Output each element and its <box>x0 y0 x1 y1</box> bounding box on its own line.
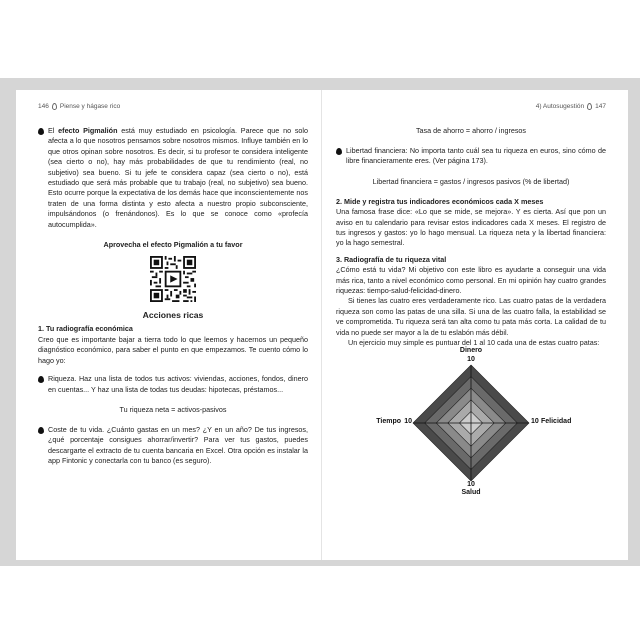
subhead-riqueza-vital: 3. Radiografía de tu riqueza vital <box>336 254 447 264</box>
formula-libertad-financiera: Libertad financiera = gastos / ingresos pasivos (% de libertad) <box>372 176 570 186</box>
coste-text: Coste de tu vida. ¿Cuánto gastas en un mes? ¿Y en un año? De tus ingresos, ¿qué porcentaje consigues ahorrar/invertir? Para ver tus gastos, puedes descargarte el extracto de tu cuenta bancaria en Excel. Otra opción es instalar la app Fintonic y conectarla con tu banco (es seguro). <box>48 424 308 466</box>
mide-paragraph: Una famosa frase dice: «Lo que se mide, se mejora». Y es cierta. Así que pon un aviso en tu calendario para revisar estos indicadores cada X meses. El registro de tus ingresos y gastos: yo lo hago mensual. La riqueza neta y la libertad financiera: yo la hago semestral. <box>336 207 606 248</box>
radar-chart-svg <box>371 351 571 501</box>
libertad-bullet <box>336 146 606 167</box>
axis-label-dinero: Dinero <box>459 346 483 354</box>
right-page-number: 147 <box>595 102 606 110</box>
egg-bullet-icon <box>336 148 342 155</box>
riqueza-vital-paragraph-3: Un ejercicio muy simple es puntuar del 1 al 10 cada una de estas cuatro patas: <box>348 338 600 348</box>
axis-label-salud: Salud <box>461 488 481 496</box>
pigmalion-bullet <box>38 126 308 230</box>
pigmalion-paragraph: El efecto Pigmalión está muy estudiado en psicología. Parece que no solo afecta a lo que nosotros pensamos sobre nosotros mismos. Influye también en lo que otros opinan sobre nosotros. Es decir, si tu profesor te considera inteligente (sea cierto o no), hay más probabilidades de que tu rendimiento (real, no subjetivo) sea bueno. Si tu jefe te considera capaz (sea cierto o no), está estudiado que será más probable que tu trabajo (real, no subjetivo) sea bueno. Esto ocurre porque la expectativa de los demás hace que inconscientemente nos traten de una forma distinta y esto afecta a nuestro propio subconsciente, impulsándonos (o frenándonos). Es lo que se conoce como «profecía autocumplida». <box>48 126 309 229</box>
right-running-title: 4) Autosugestión <box>535 102 585 110</box>
riqueza-vital-paragraph-1: ¿Cómo está tu vida? Mi objetivo con este libro es ayudarte a conseguir una vida más rica, tanto a nivel económico como personal. En mi opinión hay cuatro grandes riquezas: tiempo-salud-felicidad-dinero. <box>336 265 606 296</box>
formula-tasa-ahorro: Tasa de ahorro = ahorro / ingresos <box>415 126 527 135</box>
left-running-head <box>38 100 308 112</box>
egg-bullet-icon <box>38 427 44 434</box>
right-page <box>322 90 628 560</box>
egg-ornament-icon <box>587 103 592 110</box>
axis-max-felicidad: 10 <box>531 417 539 425</box>
riqueza-text: Riqueza. Haz una lista de todos tus activos: viviendas, acciones, fondos, dinero en cuentas... Y haz una lista de todas tus deudas: hipotecas, préstamos... <box>48 374 308 394</box>
subhead-radiografia-economica: 1. Tu radiografía económica <box>38 324 133 334</box>
axis-max-salud: 10 <box>467 480 475 488</box>
riqueza-bullet <box>38 374 308 395</box>
egg-ornament-icon <box>52 103 57 110</box>
qr-code[interactable] <box>150 256 196 302</box>
left-running-title: Piense y hágase rico <box>59 102 121 110</box>
qr-caption: Aprovecha el efecto Pigmalión a tu favor <box>103 240 243 250</box>
intro-paragraph: Creo que es importante bajar a tierra todo lo que leemos y hacernos un pequeño diagnóstico económico, para saber el punto en que empezamos. Te cuento cómo lo hago yo: <box>38 334 308 365</box>
axis-max-tiempo: 10 <box>404 417 412 425</box>
radar-chart <box>371 346 572 501</box>
left-page <box>16 90 322 560</box>
section-title-acciones-ricas: Acciones ricas <box>142 310 204 321</box>
axis-label-tiempo: Tiempo <box>376 417 401 425</box>
libertad-text: Libertad financiera: No importa tanto cuál sea tu riqueza en euros, sino cómo de libre financieramente eres. (Ver página 173). <box>346 146 606 166</box>
right-running-head <box>336 100 606 112</box>
subhead-mide-registra: 2. Mide y registra tus indicadores económicos cada X meses <box>336 196 544 206</box>
egg-bullet-icon <box>38 376 44 383</box>
riqueza-vital-paragraph-2: Si tienes las cuatro eres verdaderamente rico. Las cuatro patas de la verdadera riqueza son como las patas de una silla. Si una de las cuatro falla, la estabilidad se ve comprometida. Tu riqueza será tan alta como tu pata más corta. La calidad de tu vida no puede ser mayor a la de tu eslabón más débil. <box>336 296 606 337</box>
coste-bullet <box>38 425 308 467</box>
formula-riqueza-neta: Tu riqueza neta = activos-pasivos <box>119 404 227 414</box>
pigmalion-term: efecto Pigmalión <box>58 126 118 135</box>
axis-label-felicidad: Felicidad <box>541 417 572 425</box>
axis-max-dinero: 10 <box>467 355 475 363</box>
left-page-number: 146 <box>38 102 49 110</box>
egg-bullet-icon <box>38 128 44 135</box>
